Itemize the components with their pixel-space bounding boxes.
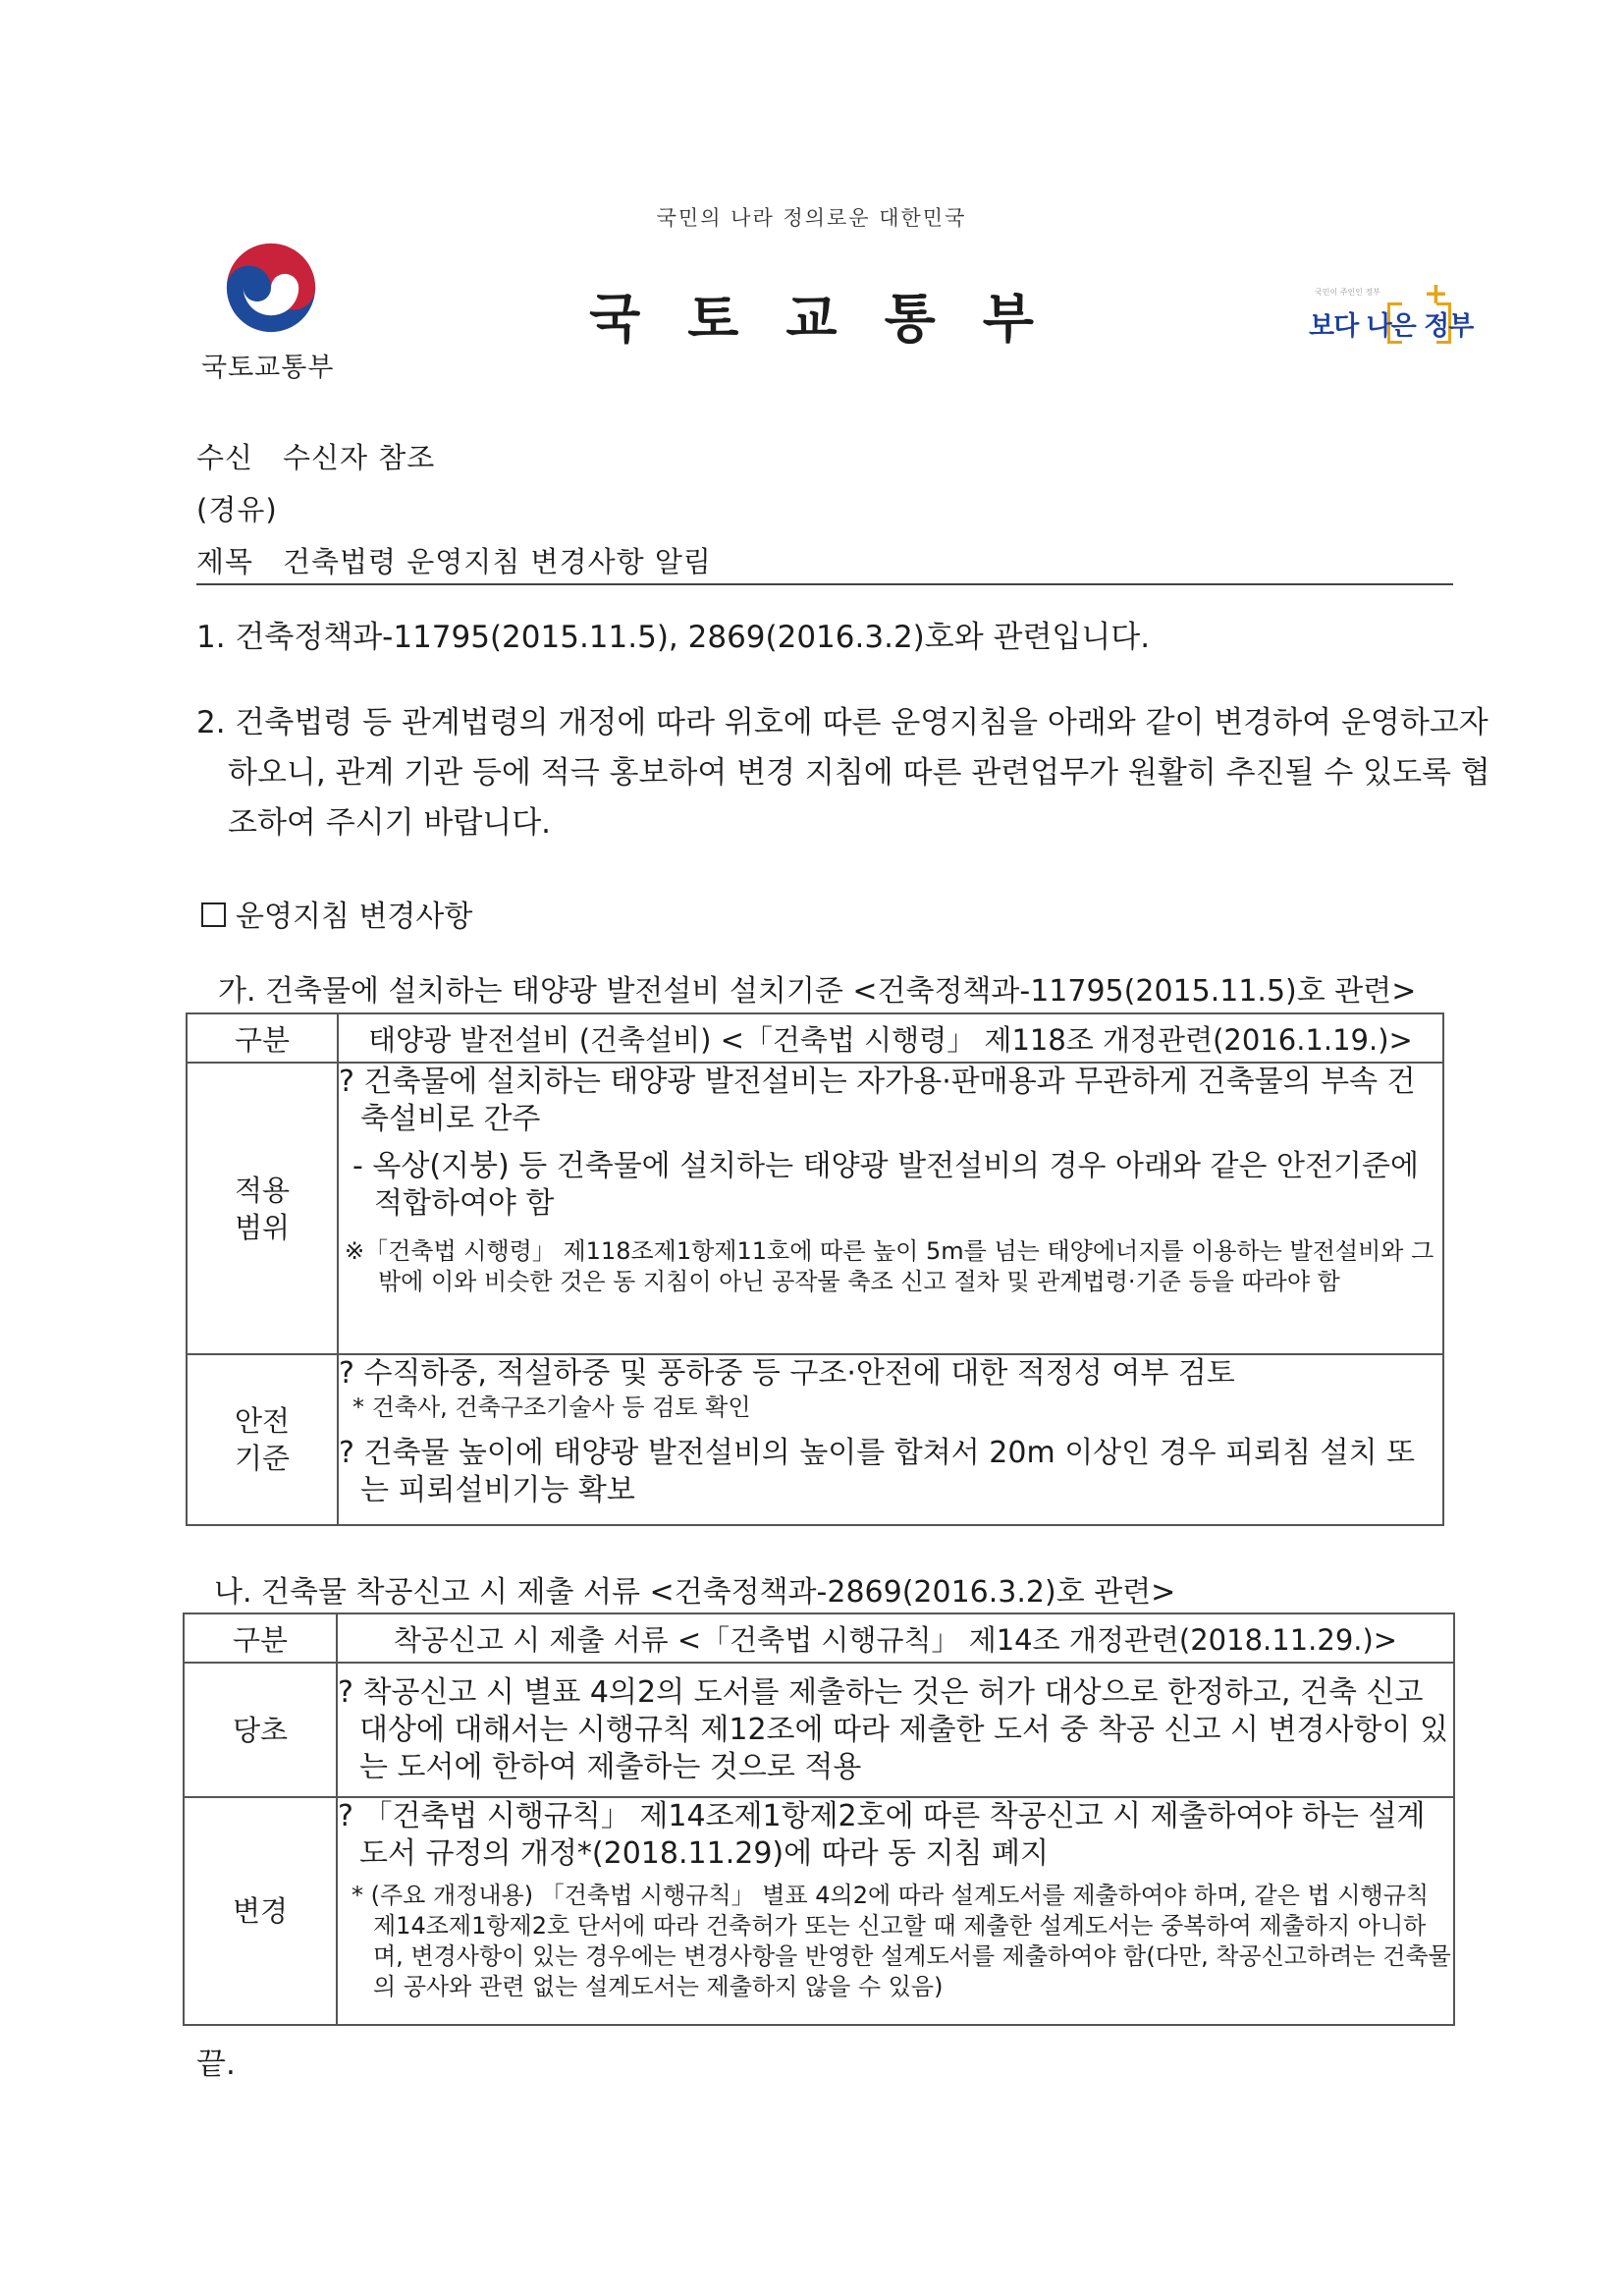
table1-row1-content <box>338 1063 1443 1354</box>
table-solar-standards <box>186 1012 1444 1526</box>
ministry-title: 국토교통부 <box>589 288 1081 350</box>
table1-row2-item1: ? 수직하중, 적설하중 및 풍하중 등 구조·안전에 대한 적정성 여부 검토 <box>339 1356 1235 1391</box>
table2-row-original <box>184 1663 1454 1797</box>
table2-head-label: 구분 <box>184 1613 337 1663</box>
table2-header-row <box>184 1613 1454 1663</box>
logo-text: 보다 나은 정부 <box>1309 311 1474 342</box>
subject-value: 건축법령 운영지침 변경사항 알림 <box>283 545 712 578</box>
recipient-value: 수신자 참조 <box>283 441 436 474</box>
table1-row1-note: ※「건축법 시행령」 제118조제1항제11호에 따른 높이 5m를 넘는 태양에너지를 이용하는 발전설비와 그 밖에 이와 비슷한 것은 동 지침이 아닌 공작물 축조 신고 절차 및 관계법령·기준 등을 따라야 함 <box>345 1237 1434 1295</box>
table2-row1-item: ? 착공신고 시 별표 4의2의 도서를 제출하는 것은 허가 대상으로 한정하고, 건축 신고 대상에 대해서는 시행규칙 제12조에 따라 제출한 도서 중 착공 신고 시 변경사항이 있는 도서에 한하여 제출하는 것으로 적용 <box>338 1674 1448 1784</box>
table2-row1-label: 당초 <box>184 1663 337 1797</box>
table2-row2-label: 변경 <box>184 1797 337 2025</box>
via-label: (경유) <box>196 493 278 526</box>
table1-row1-label <box>187 1063 338 1354</box>
paragraph-2-line-1: 2. 건축법령 등 관계법령의 개정에 따라 위호에 따른 운영지침을 아래와 같이 변경하여 운영하고자 <box>196 705 1488 740</box>
table2-row2-content <box>337 1797 1454 2025</box>
table1-head-label: 구분 <box>187 1013 338 1063</box>
table1-row2-label-line2: 기준 <box>234 1442 291 1475</box>
paragraph-1: 1. 건축정책과-11795(2015.11.5), 2869(2016.3.2)호와 관련입니다. <box>196 620 1151 655</box>
paragraph-2-line-2: 하오니, 관계 기관 등에 적극 홍보하여 변경 지침에 따른 관련업무가 원활히 추진될 수 있도록 협 <box>228 755 1490 791</box>
table2-row1-content <box>337 1663 1454 1797</box>
table1-header-row <box>187 1013 1443 1063</box>
table1-row1-item1: ? 건축물에 설치하는 태양광 발전설비는 자가용·판매용과 무관하게 건축물의 부속 건축설비로 간주 <box>339 1065 1416 1136</box>
table2-row2-item: ? 「건축법 시행규칙」 제14조제1항제2호에 따른 착공신고 시 제출하여야 하는 설계도서 규정의 개정*(2018.11.29)에 따라 동 지침 폐지 <box>338 1799 1426 1871</box>
document-end-mark: 끝. <box>196 2047 236 2082</box>
table1-row2-label-line1: 안전 <box>234 1404 291 1438</box>
table1-row1-label-line1: 적용 <box>234 1173 291 1207</box>
table1-row-scope <box>187 1063 1443 1354</box>
table2-row-changed <box>184 1797 1454 2025</box>
table1-row-safety <box>187 1354 1443 1525</box>
table1-row2-note: * 건축사, 건축구조기술사 등 검토 확인 <box>352 1394 751 1421</box>
slogan: 국민의 나라 정의로운 대한민국 <box>656 206 967 230</box>
paragraph-2-line-3: 조하여 주시기 바랍니다. <box>228 805 552 841</box>
table1-row2-item2: ? 건축물 높이에 태양광 발전설비의 높이를 합쳐서 20m 이상인 경우 피뢰침 설치 또는 피뢰설비기능 확보 <box>339 1436 1416 1507</box>
logo-tagline: 국민이 주인인 정부 <box>1315 288 1380 297</box>
table1-row2-label <box>187 1354 338 1525</box>
table1-row1-label-line2: 범위 <box>234 1210 291 1244</box>
section-heading <box>201 892 472 935</box>
government-logo <box>1301 277 1474 346</box>
subject-label: 제목 <box>196 545 254 578</box>
table1-row1-item2: - 옥상(지붕) 등 건축물에 설치하는 태양광 발전설비의 경우 아래와 같은 안전기준에 적합하여야 함 <box>352 1149 1419 1221</box>
paragraph-2 <box>196 698 1490 848</box>
checkbox-square-icon <box>201 902 226 927</box>
recipient-label: 수신 <box>196 441 254 474</box>
table1-caption: 가. 건축물에 설치하는 태양광 발전설비 설치기준 <건축정책과-11795(2015.11.5)호 관련> <box>218 974 1417 1009</box>
table2-row2-note: * (주요 개정내용) 「건축법 시행규칙」 별표 4의2에 따라 설계도서를 제출하여야 하며, 같은 법 시행규칙 제14조제1항제2호 단서에 따라 건축허가 또는 신고할 때 제출한 설계도서는 중복하여 제출하지 아니하며, 변경사항이 있는 경우에는 변경사항을 반영한 설계도서를 제출하여야 함(다만, 착공신고하려는 건축물의 공사와 관련 없는 설계도서는 제출하지 않을 수 있음) <box>352 1882 1451 2000</box>
table2-caption: 나. 건축물 착공신고 시 제출 서류 <건축정책과-2869(2016.3.2)호 관련> <box>214 1575 1176 1610</box>
section-title: 운영지침 변경사항 <box>236 900 473 934</box>
table1-head-value: 태양광 발전설비 (건축설비) <「건축법 시행령」 제118조 개정관련(2016.1.19.)> <box>338 1013 1443 1063</box>
header-divider <box>196 583 1453 585</box>
subject-line <box>196 540 712 580</box>
logo-plus-icon: + <box>1423 277 1448 311</box>
recipient-line <box>196 436 435 476</box>
table2-head-value: 착공신고 시 제출 서류 <「건축법 시행규칙」 제14조 개정관련(2018.11.29.)> <box>337 1613 1454 1663</box>
table-construction-documents <box>183 1613 1455 2026</box>
table1-row2-content <box>338 1354 1443 1525</box>
emblem-label: 국토교통부 <box>201 353 335 383</box>
